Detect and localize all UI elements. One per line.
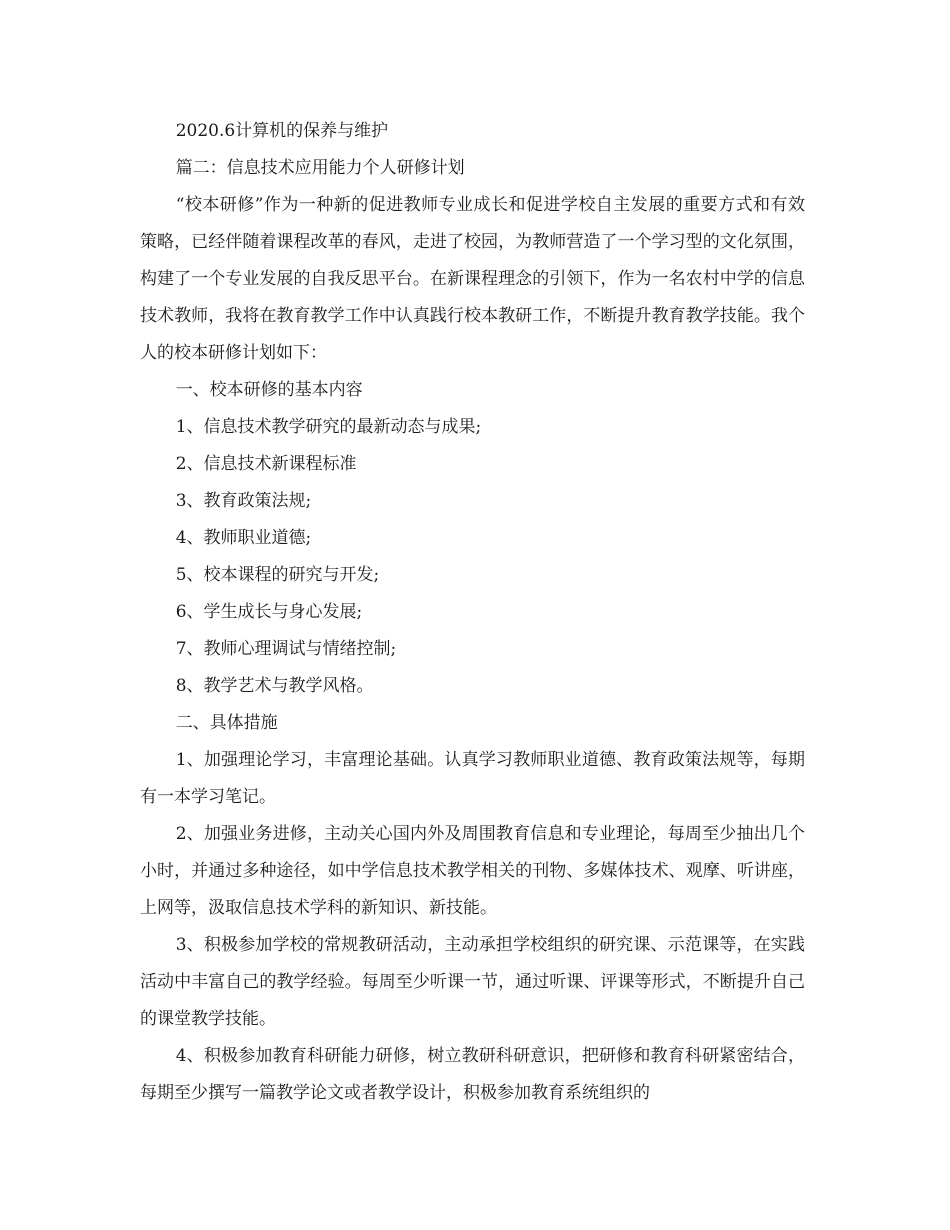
list-item: 5、校本课程的研究与开发; bbox=[175, 565, 380, 585]
measure-paragraph: 1、加强理论学习，丰富理论基础。认真学习教师职业道德、教育政策法规等，每期有一本学习笔记。 bbox=[140, 750, 805, 807]
list-item: 2、信息技术新课程标准 bbox=[175, 454, 357, 474]
list-item: 7、教师心理调试与情绪控制; bbox=[175, 639, 397, 659]
section-heading: 篇二：信息技术应用能力个人研修计划 bbox=[175, 158, 465, 178]
measure-paragraph: 3、积极参加学校的常规教研活动，主动承担学校组织的研究课、示范课等，在实践活动中丰富自己的教学经验。每周至少听课一节，通过听课、评课等形式，不断提升自己的课堂教学技能。 bbox=[140, 935, 805, 1029]
document-body bbox=[140, 113, 805, 1112]
intro-paragraph: “校本研修”作为一种新的促进教师专业成长和促进学校自主发展的重要方式和有效策略，已经伴随着课程改革的春风，走进了校园，为教师营造了一个学习型的文化氛围，构建了一个专业发展的自我反思平台。在新课程理念的引领下，作为一名农村中学的信息技术教师，我将在教育教学工作中认真践行校本教研工作，不断提升教育教学技能。我个人的校本研修计划如下： bbox=[140, 195, 805, 363]
subheading-basic-content: 一、校本研修的基本内容 bbox=[175, 380, 363, 400]
measure-paragraph: 2、加强业务进修，主动关心国内外及周围教育信息和专业理论，每周至少抽出几个小时，并通过多种途径，如中学信息技术教学相关的刊物、多媒体技术、观摩、听讲座，上网等，汲取信息技术学科的新知识、新技能。 bbox=[140, 824, 805, 918]
list-item: 1、信息技术教学研究的最新动态与成果; bbox=[175, 417, 482, 437]
line-date-title: 2020.6计算机的保养与维护 bbox=[175, 121, 389, 141]
list-item: 6、学生成长与身心发展; bbox=[175, 602, 363, 622]
subheading-measures: 二、具体措施 bbox=[175, 713, 278, 733]
list-item: 4、教师职业道德; bbox=[175, 528, 312, 548]
list-item: 8、教学艺术与教学风格。 bbox=[175, 676, 374, 696]
list-item: 3、教育政策法规; bbox=[175, 491, 312, 511]
measure-paragraph: 4、积极参加教育科研能力研修，树立教研科研意识，把研修和教育科研紧密结合，每期至少撰写一篇教学论文或者教学设计，积极参加教育系统组织的 bbox=[140, 1046, 805, 1103]
